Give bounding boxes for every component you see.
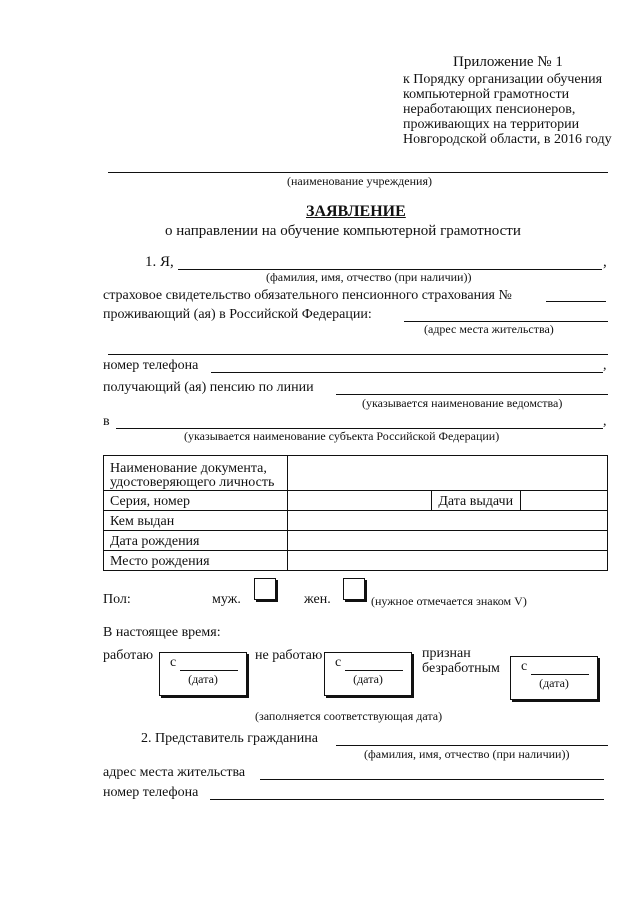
- comma: ,: [603, 414, 607, 429]
- date-caption: (дата): [188, 672, 218, 686]
- not-working-date-box[interactable]: [324, 652, 412, 696]
- rep-phone-label: номер телефона: [103, 785, 199, 800]
- identity-document-table: [103, 455, 608, 571]
- rep-address-field[interactable]: [260, 779, 604, 780]
- issue-date-cell[interactable]: [521, 491, 608, 511]
- status-label: В настоящее время:: [103, 625, 221, 640]
- table-row: [104, 511, 608, 531]
- male-checkbox[interactable]: [254, 578, 276, 600]
- table-row: [104, 531, 608, 551]
- institution-caption: (наименование учреждения): [287, 174, 432, 188]
- appendix-line: к Порядку организации обучения: [403, 72, 603, 87]
- gender-label: Пол:: [103, 592, 131, 607]
- working-date-box[interactable]: [159, 652, 247, 696]
- pension-label: получающий (ая) пенсию по линии: [103, 380, 314, 395]
- birth-place-label: Место рождения: [104, 551, 288, 571]
- appendix-line: компьютерной грамотности: [403, 87, 570, 102]
- series-number-label: Серия, номер: [104, 491, 288, 511]
- appendix-line: Новгородской области, в 2016 году: [403, 132, 612, 147]
- fill-note: (заполняется соответствующая дата): [255, 709, 443, 723]
- gender-note: (нужное отмечается знаком V): [371, 594, 527, 608]
- representative-label: 2. Представитель гражданина: [141, 731, 318, 746]
- document-title: ЗАЯВЛЕНИЕ: [306, 203, 406, 220]
- applicant-label: 1. Я,: [145, 254, 174, 270]
- table-row: [104, 491, 608, 511]
- appendix-line: неработающих пенсионеров,: [403, 102, 576, 117]
- appendix-lines: [403, 72, 612, 147]
- male-label: муж.: [212, 592, 241, 607]
- table-row: [104, 551, 608, 571]
- unemployed-date-box[interactable]: [510, 656, 598, 700]
- since-label: с: [170, 655, 177, 670]
- doc-name-label: Наименование документа, удостоверяющего личность: [104, 456, 288, 491]
- issue-date-label: Дата выдачи: [432, 491, 521, 511]
- phone-label: номер телефона: [103, 358, 199, 373]
- appendix-title: Приложение № 1: [453, 54, 563, 70]
- date-line: [531, 674, 589, 675]
- rep-phone-field[interactable]: [210, 799, 604, 800]
- date-line: [180, 670, 238, 671]
- date-line: [345, 670, 403, 671]
- not-working-label: не работаю: [255, 648, 323, 663]
- address-caption: (адрес места жительства): [424, 322, 554, 336]
- birth-date-label: Дата рождения: [104, 531, 288, 551]
- doc-name-cell[interactable]: [287, 456, 607, 491]
- issued-by-label: Кем выдан: [104, 511, 288, 531]
- representative-fio-field[interactable]: [336, 745, 608, 746]
- document-subtitle: о направлении на обучение компьютерной грамотности: [165, 223, 521, 239]
- comma: ,: [603, 254, 607, 270]
- female-checkbox[interactable]: [343, 578, 365, 600]
- unemployed-label: признан безработным: [422, 646, 500, 676]
- rep-address-label: адрес места жительства: [103, 765, 246, 780]
- pension-field[interactable]: [336, 394, 608, 395]
- snils-label: страховое свидетельство обязательного пенсионного страхования №: [103, 288, 512, 303]
- fio-caption: (фамилия, имя, отчество (при наличии)): [266, 270, 472, 284]
- table-row: [104, 456, 608, 491]
- appendix-line: проживающих на территории: [403, 117, 580, 132]
- institution-field[interactable]: [108, 172, 608, 173]
- representative-caption: (фамилия, имя, отчество (при наличии)): [364, 747, 570, 761]
- working-label: работаю: [103, 648, 154, 663]
- snils-field[interactable]: [546, 301, 606, 302]
- since-label: с: [335, 655, 342, 670]
- region-caption: (указывается наименование субъекта Российской Федерации): [184, 429, 500, 443]
- date-caption: (дата): [353, 672, 383, 686]
- birth-place-cell[interactable]: [287, 551, 607, 571]
- residence-label: проживающий (ая) в Российской Федерации:: [103, 307, 372, 322]
- date-caption: (дата): [539, 676, 569, 690]
- pension-caption: (указывается наименование ведомства): [362, 396, 563, 410]
- birth-date-cell[interactable]: [287, 531, 607, 551]
- since-label: с: [521, 659, 528, 674]
- issued-by-cell[interactable]: [287, 511, 607, 531]
- region-label: в: [103, 414, 110, 429]
- comma: ,: [603, 358, 607, 373]
- female-label: жен.: [304, 592, 331, 607]
- phone-field[interactable]: [211, 372, 603, 373]
- series-number-cell[interactable]: [287, 491, 432, 511]
- address-field-continued[interactable]: [108, 354, 608, 355]
